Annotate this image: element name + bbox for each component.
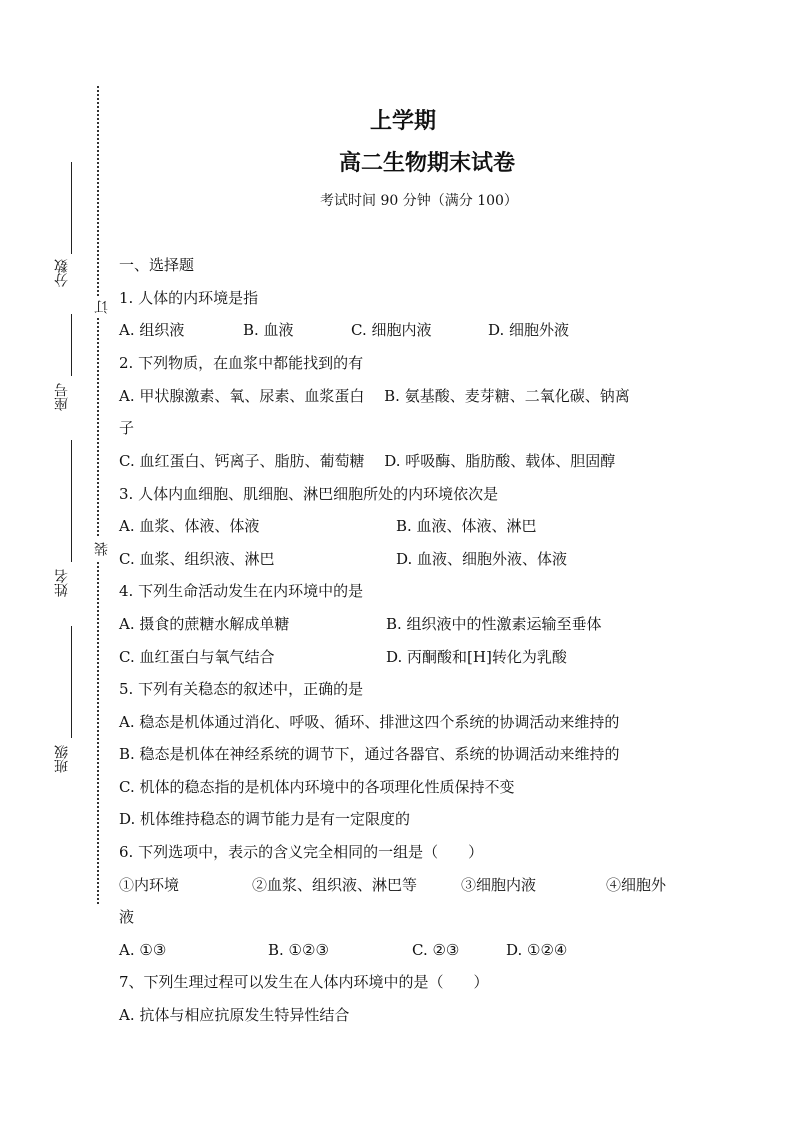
- option-c: C. 细胞内液: [351, 321, 432, 339]
- question-5-option-a: A. 稳态是机体通过消化、呼吸、循环、排泄这四个系统的协调活动来维持的: [119, 713, 620, 731]
- question-5-option-b: B. 稳态是机体在神经系统的调节下，通过各器官、系统的协调活动来维持的: [119, 745, 620, 763]
- question-4-stem: 4. 下列生命活动发生在内环境中的是: [119, 582, 364, 600]
- binding-char-zhuang: 装: [92, 538, 110, 560]
- seat-line: [71, 314, 72, 376]
- item-2: ②血浆、组织液、淋巴等: [252, 876, 418, 894]
- option-c: C. 血浆、组织液、淋巴: [119, 550, 275, 568]
- question-6-item-4-wrap: 液: [119, 908, 135, 926]
- exam-info: 考试时间 90 分钟（满分 100）: [320, 193, 518, 209]
- question-7-stem: 7、下列生理过程可以发生在人体内环境中的是（ ）: [119, 973, 489, 991]
- question-3-stem: 3. 人体内血细胞、肌细胞、淋巴细胞所处的内环境依次是: [119, 485, 499, 503]
- option-d: D. 细胞外液: [488, 321, 570, 339]
- question-5-stem: 5. 下列有关稳态的叙述中，正确的是: [119, 680, 364, 698]
- option-d: D. 丙酮酸和[H]转化为乳酸: [386, 648, 567, 666]
- option-c: C. ②③: [412, 941, 460, 959]
- class-line: [71, 626, 72, 738]
- item-4: ④细胞外: [606, 876, 667, 894]
- option-a: A. 组织液: [119, 321, 185, 339]
- question-2-stem: 2. 下列物质，在血浆中都能找到的有: [119, 354, 364, 372]
- option-b: B. ①②③: [268, 941, 329, 959]
- question-7-option-a: A. 抗体与相应抗原发生特异性结合: [119, 1006, 350, 1024]
- option-d: D. ①②④: [506, 941, 568, 959]
- option-a: A. 血浆、体液、体液: [119, 517, 260, 535]
- question-2-option-line-1: A. 甲状腺激素、氧、尿素、血浆蛋白 B. 氨基酸、麦芽糖、二氧化碳、钠离: [119, 387, 630, 405]
- question-2-option-line-2: 子: [119, 419, 135, 437]
- question-2-option-line-3: C. 血红蛋白、钙离子、脂肪、葡萄糖 D. 呼吸酶、脂肪酸、载体、胆固醇: [119, 452, 616, 470]
- option-a: A. ①③: [119, 941, 167, 959]
- question-6-stem: 6. 下列选项中，表示的含义完全相同的一组是（ ）: [119, 843, 484, 861]
- option-c: C. 血红蛋白与氧气结合: [119, 648, 275, 666]
- option-b: B. 组织液中的性激素运输至垂体: [386, 615, 602, 633]
- seat-label: 座号: [54, 383, 70, 411]
- page-title: 上学期: [369, 108, 436, 134]
- exam-title: 高二生物期末试卷: [338, 150, 515, 176]
- name-line: [71, 440, 72, 562]
- option-d: D. 血液、细胞外液、体液: [396, 550, 568, 568]
- option-b: B. 血液: [243, 321, 294, 339]
- question-5-option-c: C. 机体的稳态指的是机体内环境中的各项理化性质保持不变: [119, 778, 515, 796]
- question-1-stem: 1. 人体的内环境是指: [119, 289, 259, 307]
- section-heading: 一、选择题: [119, 256, 195, 274]
- name-label: 姓名: [54, 569, 70, 597]
- score-label: 分数: [54, 259, 70, 287]
- item-1: ①内环境: [119, 876, 180, 894]
- class-label: 班级: [54, 745, 70, 773]
- option-b: B. 血液、体液、淋巴: [396, 517, 537, 535]
- option-a: A. 摄食的蔗糖水解成单糖: [119, 615, 290, 633]
- question-5-option-d: D. 机体维持稳态的调节能力是有一定限度的: [119, 810, 411, 828]
- binding-char-ding: 订: [92, 296, 110, 318]
- item-3: ③细胞内液: [461, 876, 537, 894]
